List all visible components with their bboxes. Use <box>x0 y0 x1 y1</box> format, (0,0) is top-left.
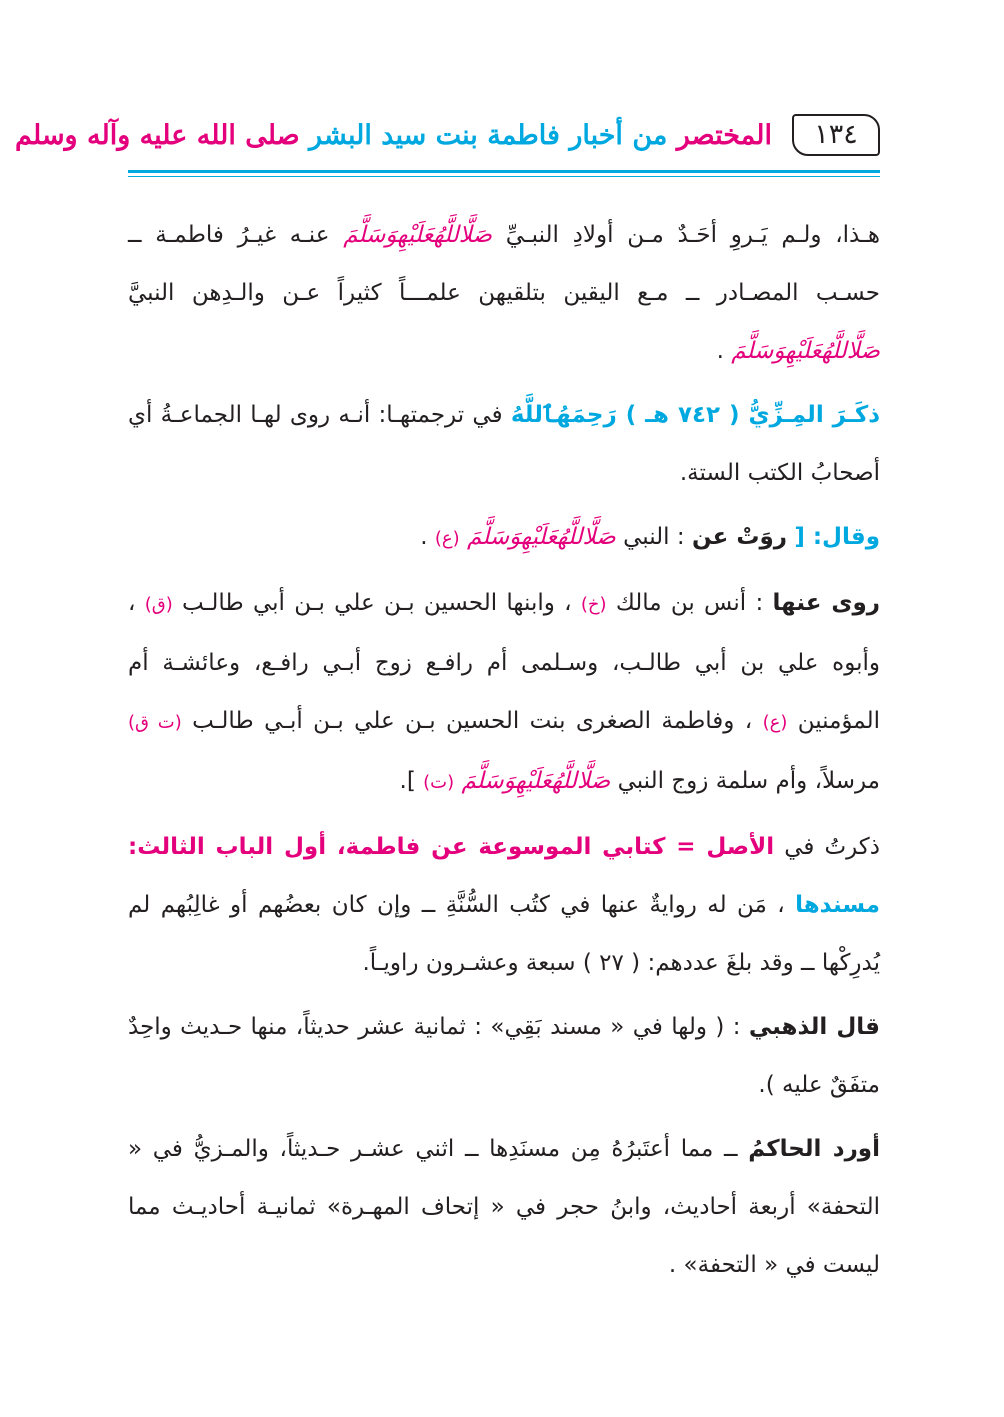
running-title <box>15 104 772 168</box>
p4-text-j: مرسلاً، وأم سلمة زوج النبي <box>617 768 880 794</box>
p2-heading: ذكَـرَ المِـزِّيُّ ( ٧٤٢ هـ ) رَحِمَهُٱللَّهُ <box>510 402 881 428</box>
p3-text: : النبي <box>623 524 685 550</box>
p4-end: ]. <box>399 768 416 794</box>
p4-text-f: ، وأبوه علي بن أبي طالـب، وسـلمى أم رافـع زوج أبـي رافـع، وعائشـة أم المؤمنين <box>128 590 881 734</box>
p4-heading: روى عنها <box>772 590 881 616</box>
paragraph-3 <box>128 508 880 568</box>
paragraph-2 <box>128 386 880 502</box>
paragraph-5 <box>128 818 880 992</box>
p6-text: : ( ولها في « مسند بَقِي» : ثمانية عشر حديثاً، منها حـديث واحِدٌ متفَقٌ عليه ). <box>128 1014 880 1098</box>
p5-text-a: ذكرتُ في <box>784 834 880 860</box>
running-title-part2: من أخبار فاطمة بنت سيد البشر <box>309 120 668 151</box>
header-rule-thick <box>128 170 880 173</box>
p4-code-4: (ت ق) <box>128 712 182 733</box>
paragraph-1 <box>128 206 880 380</box>
running-title-honorific: صلى الله عليه وآله وسلم <box>15 120 300 151</box>
p1-text-e: . <box>716 338 724 364</box>
p1-text-a: هـذا، ولـم يَـروِ أحَـدٌ مـن أولادِ النبـيِّ <box>505 222 881 248</box>
paragraph-4 <box>128 574 880 812</box>
p5-heading: مسندها <box>795 892 880 918</box>
p5-text-d: ، مَن له روايةٌ عنها في كتُب السُّنَّةِ ــ وإن كان بعضُهم أو غالِبُهم لم يُدرِكْها ــ وقد بلغَ عددهم: ( ٢٧ ) سبعة وعشـرون راويـاً. <box>128 892 880 976</box>
p3-label: وقال: [ <box>794 524 880 550</box>
p7-heading: أورد الحاكمُ <box>748 1136 880 1162</box>
paragraph-6 <box>128 998 880 1114</box>
p3-end: . <box>420 524 428 550</box>
header-rule-thin <box>128 176 880 177</box>
page-body <box>128 206 880 1300</box>
paragraph-7 <box>128 1120 880 1294</box>
p5-highlight: الأصل = كتابي الموسوعة عن فاطمة، أول الباب الثالث: <box>128 834 775 860</box>
p4-text-d: ، وابنها الحسين بـن علي بـن أبي طالـب <box>182 590 572 616</box>
page-header <box>15 96 880 182</box>
p6-heading: قال الذهبي <box>748 1014 880 1040</box>
p1-honorific-1: صَلَّاللَّهُعَلَيْهِوَسَلَّمَ <box>343 222 493 248</box>
p4-code-2: (ق) <box>144 594 173 615</box>
p4-code-3: (ع) <box>762 712 788 733</box>
p3-honorific: صَلَّاللَّهُعَلَيْهِوَسَلَّمَ <box>466 524 616 550</box>
p4-text-h: ، وفاطمة الصغرى بنت الحسين بـن علي بـن أبـي طالـب <box>192 708 753 734</box>
p1-honorific-2: صَلَّاللَّهُعَلَيْهِوَسَلَّمَ <box>731 338 880 364</box>
p2-text: في ترجمتهـا: أنـه روى لهـا الجماعـةُ أي أصحابُ الكتب الستة. <box>128 402 880 486</box>
p4-text-b: : أنس بن مالك <box>615 590 764 616</box>
p4-code-5: (ت) <box>423 772 455 793</box>
p1-text-c: عنـه غيـرُ فاطمـة ــ حسـب المصـادر ــ مـع اليقين بتلقيهن علمـــاً كثيراً عـن والـدِهن النبيَّ <box>128 222 880 306</box>
p3-code: (ع) <box>434 528 460 549</box>
p7-text: ــ مما أعتَبرُهُ مِن مسنَدِها ــ اثني عشـر حـديثاً، والمـزيُّ في « التحفة» أربعة أحاديث، وابنُ حجر في « إتحاف المهـرة» ثمانيـة أحاديـث مما ليست في « التحفة» . <box>128 1136 880 1278</box>
page-number: ١٣٤ <box>792 114 880 156</box>
p4-honorific: صَلَّاللَّهُعَلَيْهِوَسَلَّمَ <box>461 768 611 794</box>
p3-heading: روَتْ عن <box>691 524 788 550</box>
p4-code-1: (خ) <box>580 594 607 615</box>
running-title-part1: المختصر <box>676 120 772 151</box>
